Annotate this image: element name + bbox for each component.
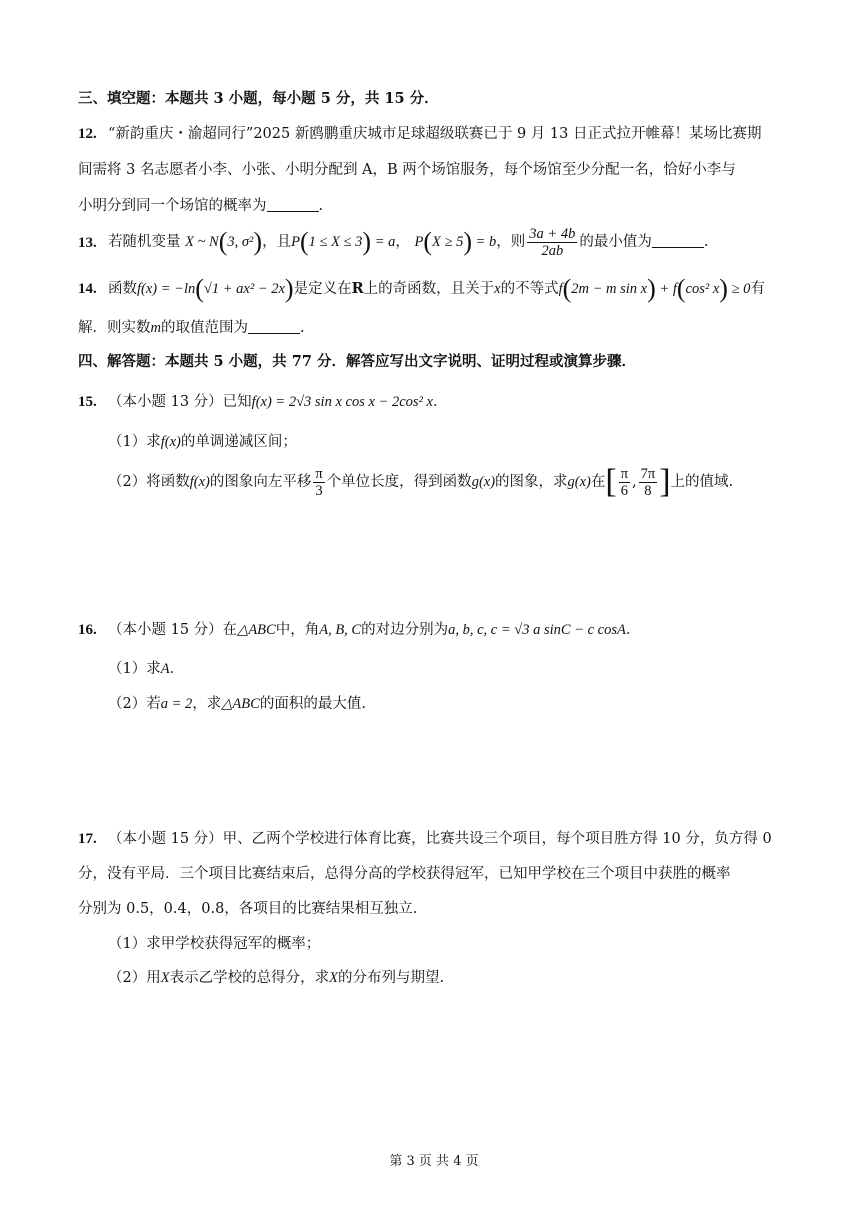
page-footer: 第 3 页 共 4 页 (389, 1154, 479, 1169)
question-17-number: 17. (78, 831, 97, 847)
question-13-number: 13. (78, 235, 97, 251)
question-14-line-1: 函数f(x) = −ln(√1 + ax² − 2x)是定义在R上的奇函数，且关于x的不等式f(2m − m sin x) + f(cos² x) ≥ 0有 (108, 274, 765, 303)
fraction-3a4b-over-2ab: $\frac{3a + 4b}{2ab}$ (529, 225, 576, 259)
question-17-line-1: （本小题 15 分）甲、乙两个学校进行体育比赛，比赛共设三个项目，每个项目胜方得 10 分，负方得 0 (108, 831, 772, 847)
question-14-number: 14. (78, 281, 97, 297)
question-16-intro: （本小题 15 分）在△ABC中，角A, B, C的对边分别为a, b, c, c = √3 a sinC − c cosA． (108, 622, 641, 638)
question-16-number: 16. (78, 622, 97, 638)
question-15-number: 15. (78, 394, 97, 410)
question-13-text: 若随机变量 X ~ N(3, σ²)，且P(1 ≤ X ≤ 3) = a， P(X ≥ 5) = b，则 $\frac{3a + 4b}{2ab}$ 的最小值为 . (108, 225, 709, 259)
question-15-intro: （本小题 13 分）已知f(x) = 2√3 sin x cos x − 2cos² x． (108, 394, 448, 410)
question-15-part-1: （1）求f(x)的单调递减区间； (108, 434, 297, 450)
question-16-part-1: （1）求A． (108, 661, 185, 677)
question-17-part-2: （2）用X表示乙学校的总得分，求X的分布列与期望. (108, 970, 445, 986)
question-17-line-2: 分，没有平局．三个项目比赛结束后，总得分高的学校获得冠军，已知甲学校在三个项目中获胜的概率 (78, 866, 731, 882)
question-17-line-3: 分别为 0.5，0.4，0.8，各项目的比赛结果相互独立. (78, 901, 418, 917)
section-4-header: 四、解答题：本题共 5 小题，共 77 分．解答应写出文字说明、证明过程或演算步骤． (78, 353, 636, 370)
question-12-line-3: 小明分到同一个场馆的概率为 . (78, 198, 324, 214)
question-17-part-1: （1）求甲学校获得冠军的概率； (108, 936, 321, 952)
answer-blank (652, 233, 704, 248)
question-15-part-2: （2）将函数f(x)的图象向左平移 $\frac{\pi}{3}$ 个单位长度，得到函数g(x)的图象，求g(x)在[ $\frac{\pi}{6}$ , $\frac{7\pi}{8}$ ]上的值域. (108, 463, 734, 500)
question-14-line-2: 解．则实数m的取值范围为 . (78, 320, 305, 336)
question-12-line-2: 间需将 3 名志愿者小李、小张、小明分配到 A，B 两个场馆服务，每个场馆至少分配一名，恰好小李与 (78, 162, 736, 178)
section-3-header: 三、填空题：本题共 3 小题，每小题 5 分，共 15 分． (78, 90, 439, 107)
answer-blank (248, 319, 300, 334)
question-12-number: 12. (78, 126, 97, 142)
question-12-line-1: “新韵重庆・渝超同行”2025 新鸥鹏重庆城市足球超级联赛已于 9 月 13 日正式拉开帷幕！某场比赛期 (108, 126, 762, 142)
question-16-part-2: （2）若a = 2，求△ABC的面积的最大值. (108, 696, 366, 712)
answer-blank (267, 197, 319, 212)
